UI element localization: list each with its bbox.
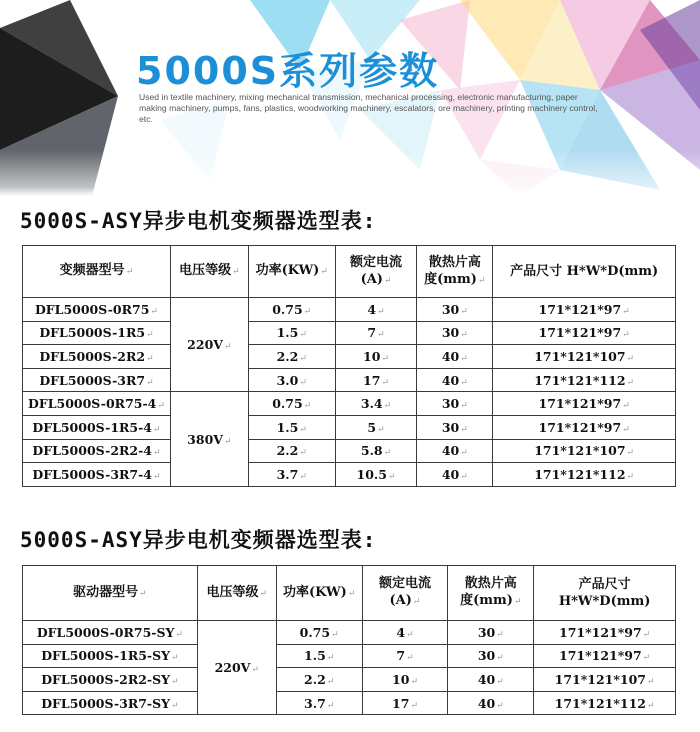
cell-power: 2.2↵ <box>248 439 335 463</box>
banner-title: 5000S系列参数 <box>136 49 440 93</box>
cell-size: 171*121*97↵ <box>493 392 676 416</box>
cell-heatsink: 40↵ <box>448 691 534 715</box>
cell-model: DFL5000S-0R75-4↵ <box>23 392 171 416</box>
cell-size: 171*121*97↵ <box>493 415 676 439</box>
cell-heatsink: 40↵ <box>417 439 493 463</box>
cell-size: 171*121*97↵ <box>534 644 676 668</box>
cell-heatsink: 30↵ <box>417 415 493 439</box>
cell-model: DFL5000S-3R7↵ <box>23 368 171 392</box>
header-size: 产品尺寸 H*W*D(mm) <box>534 566 676 621</box>
cell-power: 2.2↵ <box>276 668 362 692</box>
cell-current: 7↵ <box>335 321 417 345</box>
cell-heatsink: 40↵ <box>417 368 493 392</box>
table-row <box>23 298 676 322</box>
cell-current: 5↵ <box>335 415 417 439</box>
table-row <box>23 691 676 715</box>
section-heading-driver: 5000S-ASY异步电机变频器选型表: <box>20 528 377 552</box>
cell-heatsink: 40↵ <box>417 463 493 487</box>
cell-size: 171*121*97↵ <box>493 298 676 322</box>
cell-model: DFL5000S-3R7-SY↵ <box>23 691 198 715</box>
cell-model: DFL5000S-2R2↵ <box>23 345 171 369</box>
cell-power: 0.75↵ <box>248 298 335 322</box>
table-row <box>23 668 676 692</box>
cell-voltage-group: 220V↵ <box>197 621 276 715</box>
header-model: 驱动器型号↵ <box>23 566 198 621</box>
cell-voltage-group: 380V↵ <box>170 392 248 486</box>
cell-current: 4↵ <box>335 298 417 322</box>
cell-heatsink: 30↵ <box>448 621 534 645</box>
cell-model: DFL5000S-0R75↵ <box>23 298 171 322</box>
cell-model: DFL5000S-3R7-4↵ <box>23 463 171 487</box>
table-row <box>23 644 676 668</box>
table-row <box>23 321 676 345</box>
header-current: 额定电流 (A)↵ <box>335 246 417 298</box>
table-row <box>23 392 676 416</box>
cell-heatsink: 40↵ <box>448 668 534 692</box>
header-size: 产品尺寸 H*W*D(mm) <box>493 246 676 298</box>
cell-heatsink: 30↵ <box>417 392 493 416</box>
cell-power: 3.0↵ <box>248 368 335 392</box>
header-voltage: 电压等级↵ <box>170 246 248 298</box>
cell-heatsink: 30↵ <box>417 321 493 345</box>
cell-power: 1.5↵ <box>276 644 362 668</box>
header-power: 功率(KW)↵ <box>248 246 335 298</box>
cell-power: 0.75↵ <box>276 621 362 645</box>
cell-size: 171*121*107↵ <box>493 345 676 369</box>
table-row <box>23 345 676 369</box>
cell-model: DFL5000S-1R5↵ <box>23 321 171 345</box>
cell-size: 171*121*107↵ <box>493 439 676 463</box>
table-header-row <box>23 566 676 621</box>
cell-current: 3.4↵ <box>335 392 417 416</box>
cell-size: 171*121*112↵ <box>493 463 676 487</box>
header-heatsink: 散热片高 度(mm)↵ <box>448 566 534 621</box>
table-row <box>23 621 676 645</box>
header-model: 变频器型号↵ <box>23 246 171 298</box>
cell-power: 3.7↵ <box>248 463 335 487</box>
cell-heatsink: 40↵ <box>417 345 493 369</box>
cell-current: 17↵ <box>362 691 448 715</box>
table-header-row <box>23 246 676 298</box>
cell-model: DFL5000S-0R75-SY↵ <box>23 621 198 645</box>
cell-current: 7↵ <box>362 644 448 668</box>
header-banner <box>0 0 700 196</box>
cell-current: 10↵ <box>335 345 417 369</box>
cell-power: 2.2↵ <box>248 345 335 369</box>
cell-model: DFL5000S-1R5-4↵ <box>23 415 171 439</box>
cell-model: DFL5000S-1R5-SY↵ <box>23 644 198 668</box>
table-row <box>23 463 676 487</box>
header-current: 额定电流 (A)↵ <box>362 566 448 621</box>
cell-power: 1.5↵ <box>248 321 335 345</box>
cell-power: 1.5↵ <box>248 415 335 439</box>
cell-model: DFL5000S-2R2-4↵ <box>23 439 171 463</box>
cell-size: 171*121*97↵ <box>534 621 676 645</box>
driver-selection-table <box>22 565 676 715</box>
cell-size: 171*121*112↵ <box>493 368 676 392</box>
cell-heatsink: 30↵ <box>417 298 493 322</box>
inverter-selection-table <box>22 245 676 487</box>
cell-voltage-group: 220V↵ <box>170 298 248 392</box>
cell-current: 17↵ <box>335 368 417 392</box>
table-row <box>23 415 676 439</box>
header-power: 功率(KW)↵ <box>276 566 362 621</box>
header-heatsink: 散热片高 度(mm)↵ <box>417 246 493 298</box>
header-voltage: 电压等级↵ <box>197 566 276 621</box>
cell-heatsink: 30↵ <box>448 644 534 668</box>
cell-power: 0.75↵ <box>248 392 335 416</box>
cell-current: 5.8↵ <box>335 439 417 463</box>
table-row <box>23 439 676 463</box>
cell-model: DFL5000S-2R2-SY↵ <box>23 668 198 692</box>
section-heading-inverter: 5000S-ASY异步电机变频器选型表: <box>20 209 377 233</box>
table-row <box>23 368 676 392</box>
cell-size: 171*121*97↵ <box>493 321 676 345</box>
cell-current: 4↵ <box>362 621 448 645</box>
banner-description: Used in textile machinery, mixing mechanical transmission, mechanical processing, electronic manufacturing, paper making machinery, pumps, fans, plastics, woodworking machinery, escalators, ore machinery, printing machinery control, etc. <box>139 92 598 124</box>
cell-size: 171*121*112↵ <box>534 691 676 715</box>
cell-current: 10↵ <box>362 668 448 692</box>
cell-current: 10.5↵ <box>335 463 417 487</box>
cell-power: 3.7↵ <box>276 691 362 715</box>
cell-size: 171*121*107↵ <box>534 668 676 692</box>
